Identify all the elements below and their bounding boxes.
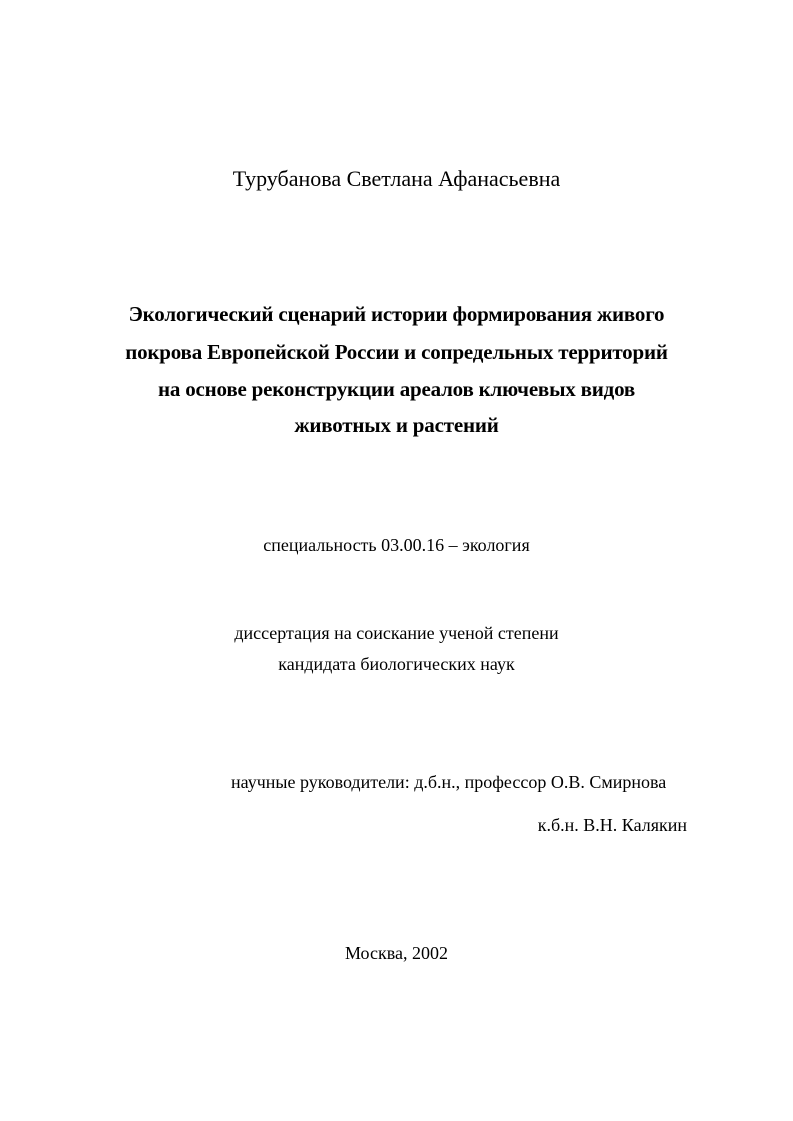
supervisors-line-1: научные руководители: д.б.н., профессор О.В. Смирнова	[231, 772, 667, 792]
author-name: Турубанова Светлана Афанасьевна	[232, 166, 561, 191]
degree-line-2: кандидата биологических наук	[278, 654, 515, 674]
dissertation-title-line-3: на основе реконструкции ареалов ключевых видов	[157, 377, 636, 401]
specialty: специальность 03.00.16 – экология	[263, 535, 530, 555]
degree-line-1: диссертация на соискание ученой степени	[234, 623, 559, 643]
dissertation-title-line-1: Экологический сценарий истории формирования живого	[128, 302, 665, 326]
supervisors-line-2: к.б.н. В.Н. Калякин	[537, 815, 687, 835]
city-year: Москва, 2002	[345, 943, 448, 963]
dissertation-title-line-4: животных и растений	[294, 413, 499, 437]
dissertation-title-line-2: покрова Европейской России и сопредельных территорий	[125, 340, 668, 364]
